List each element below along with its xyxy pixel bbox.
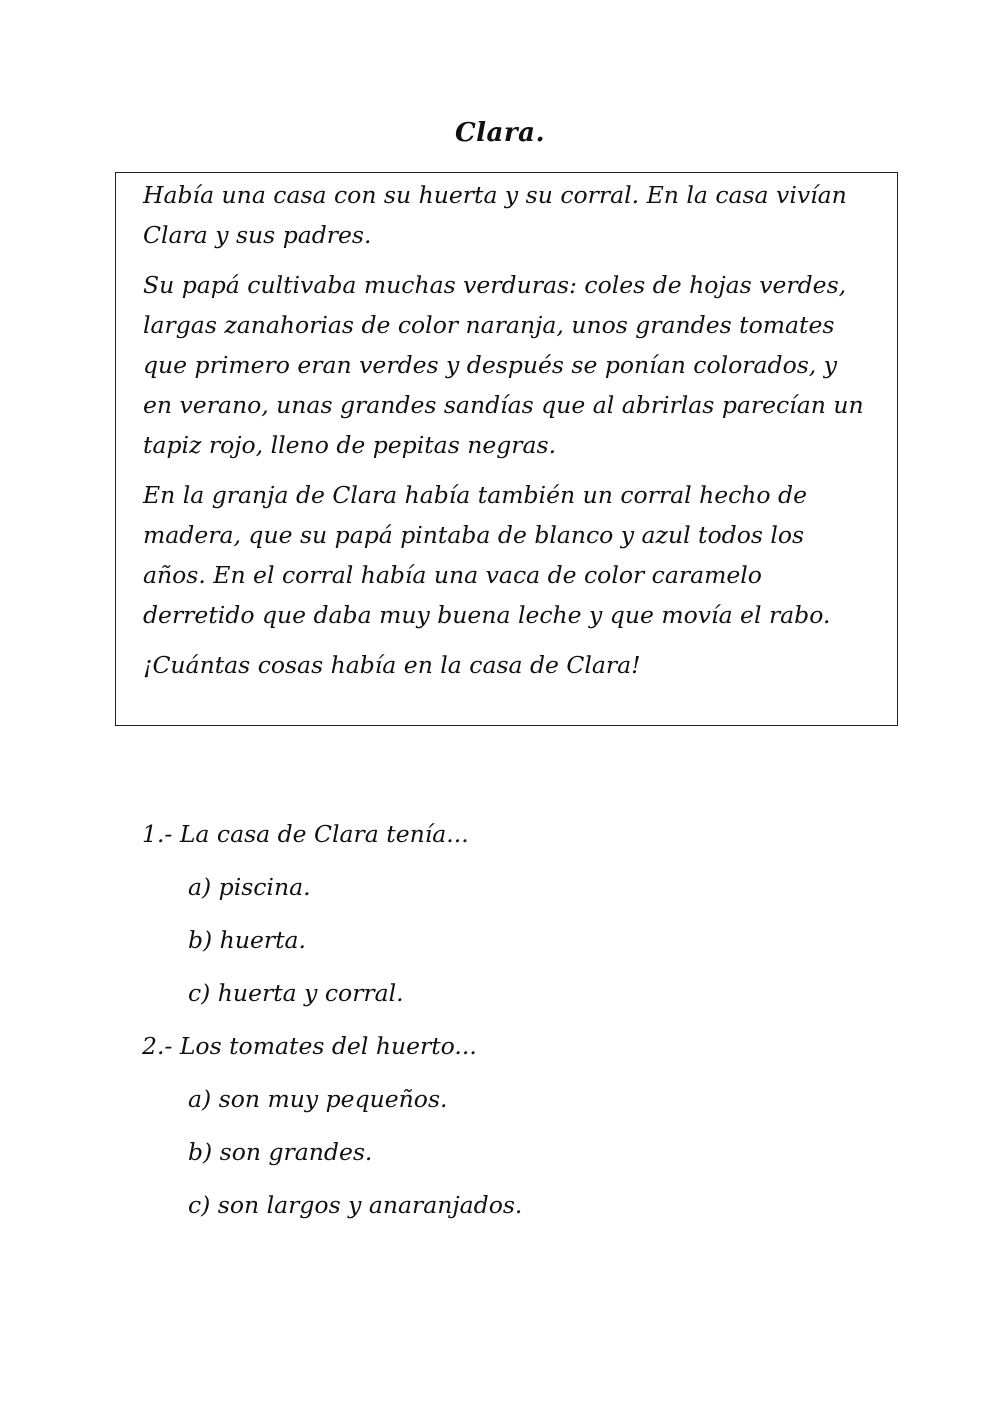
- question-2-option-c[interactable]: c) son largos y anaranjados.: [188, 1191, 523, 1219]
- story-paragraph: Había una casa con su huerta y su corral. En la casa vivían Clara y sus padres.: [143, 181, 847, 249]
- question-2-option-a[interactable]: a) son muy pequeños.: [188, 1085, 448, 1113]
- question-1-option-c[interactable]: c) huerta y corral.: [188, 979, 404, 1007]
- questions-section: [142, 808, 902, 1232]
- question-1-option-b[interactable]: b) huerta.: [188, 926, 307, 954]
- page-title: Clara.: [454, 118, 545, 148]
- story-paragraph: Su papá cultivaba muchas verduras: coles de hojas verdes, largas zanahorias de color naranja, unos grandes tomates que primero eran verdes y después se ponían colorados, y en verano, unas grandes sandías que al abrirlas parecían un tapiz rojo, lleno de pepitas negras.: [143, 271, 864, 459]
- question-2: 2.- Los tomates del huerto...: [142, 1032, 477, 1060]
- question-1: 1.- La casa de Clara tenía...: [142, 820, 469, 848]
- story-paragraph: En la granja de Clara había también un corral hecho de madera, que su papá pintaba de blanco y azul todos los años. En el corral había una vaca de color caramelo derretido que daba muy buena leche y que movía el rabo.: [143, 481, 831, 629]
- story-text-box: [115, 172, 898, 726]
- story-paragraph: ¡Cuántas cosas había en la casa de Clara!: [143, 651, 641, 679]
- question-2-option-b[interactable]: b) son grandes.: [188, 1138, 373, 1166]
- question-1-option-a[interactable]: a) piscina.: [188, 873, 311, 901]
